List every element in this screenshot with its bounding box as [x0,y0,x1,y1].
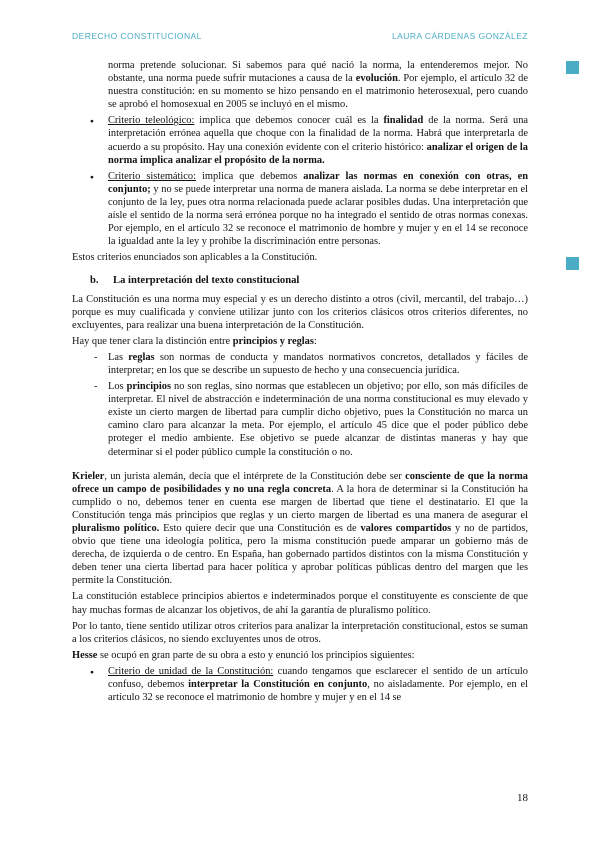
text-runs: Los principios no son reglas, sino normas que establecen un objetivo; por ello, son más difíciles de interpretar. El nivel de abstracción e indeterminación de una norma constitucional es muy elevado y existe un cierto margen de libertad para cumplir dicho objetivo, pues la Constitución no marca un camino claro para alcanzar la meta. Por ejemplo, el artículo 45 dice que el poder público debe proteger el medio ambiente. Ese objetivo se puede alcanzar de distintas maneras y hay que determinar si el poder público cumple la constitución o no. [108,381,529,458]
paragraph [72,590,528,616]
spacer [72,462,528,470]
dash-marker: - [94,351,98,363]
text-runs: Por lo tanto, tiene sentido utilizar otros criterios para analizar la interpretación constitucional, estos se suman a los criterios clásicos, no siendo excluyentes unos de otros. [72,620,528,645]
paragraph [72,335,528,348]
margin-comment-square-icon [566,61,579,74]
dash-marker: - [94,381,98,393]
paragraph [72,251,528,264]
bullet-marker: ● [90,118,94,126]
text-runs: La interpretación del texto constitucional [113,275,300,287]
bullet-item [72,665,528,704]
header-course-title: DERECHO CONSTITUCIONAL [72,31,202,41]
bullet-item [72,114,528,166]
paragraph [72,620,528,646]
margin-comment-square-icon [566,257,579,270]
section-heading [72,274,528,287]
text-runs: Estos criterios enunciados son aplicables a la Constitución. [72,252,318,264]
text-runs: Criterio teleológico: implica que debemos conocer cuál es la finalidad de la norma. Será una interpretación errónea aquella que choque con la finalidad de la norma. Habrá que interpretarla de acuerdo a su propósito. Hay una conexión evidente con el criterio histórico: analizar el origen de la norma implica analizar el propósito de la norma. [108,115,528,166]
bullet-marker: ● [90,668,94,676]
text-runs: Criterio sistemático: implica que debemos analizar las normas en conexión con otras, en conjunto; y no se puede interpretar una norma de manera aislada. La norma se debe interpretar en el conjunto de la ley, pues otra norma relacionada puede aclarar posibles dudas. Una interpretación que aísle el sentido de la norma será errónea porque no ha integrado el sentido de otras normas conexas. Por ejemplo, en el artículo 32 se reconoce el matrimonio de hombre y mujer y en el 14 se reconoce la igualdad ante la ley y prohíbe la discriminación entre personas. [108,170,528,248]
paragraph [72,470,528,588]
text-runs: Las reglas son normas de conducta y mandatos normativos concretos, detallados y fáciles de interpretar; en los que se describe un supuesto de hecho y una consecuencia jurídica. [108,351,528,376]
heading-marker: b. [90,275,99,287]
page-header [72,31,528,41]
dash-item [72,351,528,377]
header-author-name: LAURA CÁRDENAS GONZÁLEZ [392,31,528,41]
text-runs: La constitución establece principios abiertos e indeterminados porque el constituyente es consciente de que hay muchas formas de alcanzar los objetivos, de ahí la garantía de pluralismo político. [72,591,528,616]
text-runs: La Constitución es una norma muy especial y es un derecho distinto a otros (civil, mercantil, del trabajo…) porque es muy cualificada y conviene utilizar junto con los criterios clásicos otros criterios diferentes, no excluyentes, para realizar una buena interpretación de la Constitución. [72,293,528,331]
dash-item [72,380,528,459]
text-runs: Hesse se ocupó en gran parte de su obra a esto y enunció los principios siguientes: [72,649,415,661]
text-runs: Hay que tener clara la distinción entre principios y reglas: [72,335,317,347]
text-runs: Krieler, un jurista alemán, decía que el intérprete de la Constitución debe ser consciente de que la norma ofrece un campo de posibilidades y no una regla concreta. A la hora de determinar si la Constitución ha cumplido o no, debemos tener en cuenta ese margen de libertad que tiene el destinatario. El que la Constitución tenga más principios que reglas y un cierto margen de libertad es una manera de asegurar el pluralismo político. Esto quiere decir que una Constitución es de valores compartidos y no de partidos, obvio que tiene una ideología política, pero la misma constitución puede amparar un gobierno más de derecha, de izquierda o de centro. En España, han gobernado partidos distintos con la misma Constitución y deben tener una cierta libertad para hacer política y aprobar políticas públicas dentro del margen que les permite la Constitución. [72,470,529,587]
paragraph [72,59,528,111]
paragraph [72,293,528,332]
paragraph [72,649,528,662]
text-runs: Criterio de unidad de la Constitución: cuando tengamos que esclarecer el sentido de un artículo confuso, debemos interpretar la Constitución en conjunto, no aisladamente. Por ejemplo, en el artículo 32 se reconoce el matrimonio de hombre y mujer y en el 14 se [108,665,528,704]
text-runs: norma pretende solucionar. Si sabemos para qué nació la norma, la entenderemos mejor. No obstante, una norma puede sufrir mutaciones a causa de la evolución. Por ejemplo, el artículo 32 de nuestra constitución: en su momento se hizo pensando en el matrimonio heterosexual, pero cuando se aprobó el homosexual en 2005 se incluyó en el mismo. [108,60,528,111]
document-body [72,59,528,707]
bullet-item [72,170,528,249]
page-number: 18 [517,792,528,804]
bullet-marker: ● [90,173,94,181]
